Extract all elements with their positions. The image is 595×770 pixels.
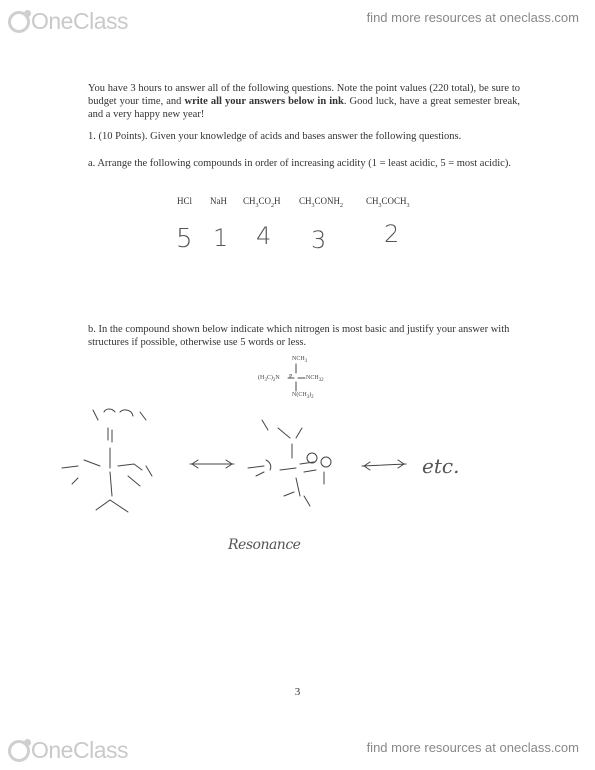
sketch-left-bottom bbox=[96, 472, 128, 512]
question-1a-text: a. Arrange the following compounds in order of increasing acidity (1 = least acidic, 5 = most acidic). bbox=[88, 158, 511, 169]
sketch-center-charge-1 bbox=[307, 453, 317, 463]
answer-nah: 1 bbox=[213, 224, 229, 252]
oneclass-logo-icon-footer bbox=[8, 740, 30, 762]
compound-acetamide: $CH_3CONH_2$ bbox=[299, 196, 344, 209]
brand-name: OneClass bbox=[31, 8, 128, 34]
question-1-heading: 1. (10 Points). Given your knowledge of acids and bases answer the following questions. bbox=[88, 131, 462, 142]
resources-link[interactable]: find more resources at oneclass.com bbox=[366, 10, 579, 25]
handwritten-etc: etc. bbox=[422, 454, 460, 478]
structure-label-bottom: $N(CH_3)_2$ bbox=[292, 392, 314, 401]
sketch-center-right-double bbox=[280, 462, 316, 472]
sketch-left-right-arm bbox=[118, 464, 152, 486]
structure-label-left: $(H_3C)_2N$ bbox=[258, 375, 280, 384]
page-number: 3 bbox=[294, 686, 301, 698]
sketch-center-left bbox=[248, 460, 271, 476]
compound-acetone: $CH_3COCH_3$ bbox=[366, 196, 410, 209]
intro-text-1: You have 3 hours to answer all of the following questions. Note the point values (220 total), be sure to budget your time, and bbox=[88, 83, 520, 107]
compound-hcl: HCl bbox=[177, 196, 193, 206]
sketch-center-top bbox=[262, 420, 302, 438]
intro-bold: write all your answers below in ink bbox=[184, 96, 344, 107]
compound-acetic-acid: $CH_3CO_2H$ bbox=[243, 196, 281, 209]
handwritten-resonance: Resonance bbox=[228, 537, 301, 553]
compound-nah: NaH bbox=[210, 196, 227, 206]
sketch-left-left-arm bbox=[62, 460, 100, 484]
sketch-center-bottom bbox=[284, 472, 324, 506]
brand-name-footer: OneClass bbox=[31, 737, 128, 763]
structure-label-right: $NCH_{32}$ bbox=[306, 375, 324, 384]
sketch-left-top bbox=[93, 409, 146, 420]
sketch-left-double-bond bbox=[108, 428, 112, 442]
question-1b-text: b. In the compound shown below indicate which nitrogen is most basic and justify your answer with structures if possible, otherwise use 5 words or less. bbox=[88, 324, 510, 348]
sketch-center-charge-2 bbox=[321, 457, 331, 467]
resonance-arrow-right bbox=[362, 460, 406, 470]
resonance-arrow-left bbox=[190, 460, 234, 468]
answer-acetamide: 3 bbox=[311, 226, 327, 254]
intro-text-2: . Good luck, have a great semester break, and a very happy new year! bbox=[88, 96, 520, 120]
oneclass-logo-footer bbox=[8, 737, 128, 764]
answer-acetic-acid: 4 bbox=[256, 222, 272, 250]
answer-hcl: 5 bbox=[176, 224, 193, 254]
structure-label-center: P bbox=[289, 374, 293, 380]
resources-link-footer[interactable]: find more resources at oneclass.com bbox=[366, 740, 579, 755]
structure-label-top: $NCH_3$ bbox=[292, 356, 308, 365]
answer-acetone: 2 bbox=[384, 220, 400, 248]
